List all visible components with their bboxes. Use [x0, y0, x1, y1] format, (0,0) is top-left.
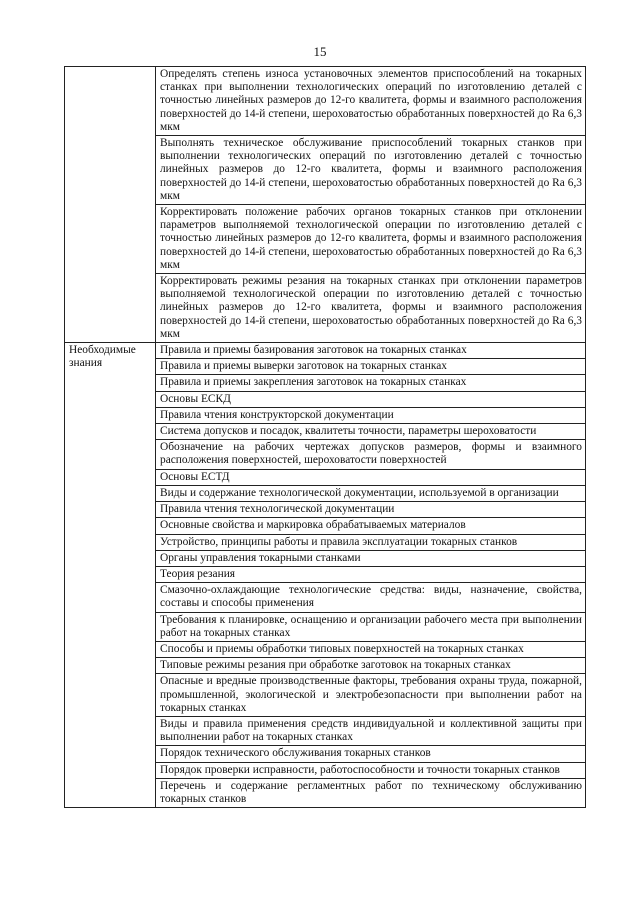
knowledge-item: Система допусков и посадок, квалитеты точности, параметры шероховатости: [156, 424, 586, 440]
knowledge-item: Перечень и содержание регламентных работ по техническому обслуживанию токарных станков: [156, 778, 586, 807]
knowledge-item: Порядок технического обслуживания токарных станков: [156, 746, 586, 762]
knowledge-item: Правила и приемы выверки заготовок на токарных станках: [156, 359, 586, 375]
knowledge-item: Основы ЕСТД: [156, 469, 586, 485]
knowledge-item: Опасные и вредные производственные факторы, требования охраны труда, пожарной, промышленной, экологической и электробезопасности при выполнении работ на токарных станках: [156, 674, 586, 717]
knowledge-item: Правила чтения технологической документации: [156, 502, 586, 518]
knowledge-item: Виды и содержание технологической документации, используемой в организации: [156, 485, 586, 501]
knowledge-item: Порядок проверки исправности, работоспособности и точности токарных станков: [156, 762, 586, 778]
knowledge-item: Правила и приемы закрепления заготовок на токарных станках: [156, 375, 586, 391]
knowledge-item: Типовые режимы резания при обработке заготовок на токарных станках: [156, 658, 586, 674]
skill-item: Определять степень износа установочных элементов приспособлений на токарных станках при выполнении технологических операций по изготовлению деталей с точностью линейных размеров до 12-го квалитета, формы и взаимного расположения поверхностей до 14-й степени, шероховатостью обработанных поверхностей до Ra 6,3 мкм: [156, 67, 586, 136]
table-row: [65, 67, 586, 136]
knowledge-item: Основные свойства и маркировка обрабатываемых материалов: [156, 518, 586, 534]
knowledge-item: Смазочно-охлаждающие технологические средства: виды, назначение, свойства, составы и способы применения: [156, 583, 586, 612]
skill-item: Корректировать режимы резания на токарных станках при отклонении параметров выполняемой технологической операции по изготовлению деталей с точностью линейных размеров до 12-го квалитета, формы и взаимного расположения поверхностей до 14-й степени, шероховатостью обработанных поверхностей до Ra 6,3 мкм: [156, 274, 586, 343]
knowledge-item: Виды и правила применения средств индивидуальной и коллективной защиты при выполнении работ на токарных станках: [156, 716, 586, 745]
knowledge-item: Требования к планировке, оснащению и организации рабочего места при выполнении работ на токарных станках: [156, 612, 586, 641]
knowledge-item: Основы ЕСКД: [156, 391, 586, 407]
page-number: 15: [313, 44, 327, 59]
knowledge-item: Теория резания: [156, 566, 586, 582]
knowledge-item: Устройство, принципы работы и правила эксплуатации токарных станков: [156, 534, 586, 550]
skills-label-cell: [65, 67, 156, 343]
knowledge-item: Способы и приемы обработки типовых поверхностей на токарных станках: [156, 641, 586, 657]
knowledge-item: Правила и приемы базирования заготовок на токарных станках: [156, 343, 586, 359]
skill-item: Корректировать положение рабочих органов токарных станков при отклонении параметров выполняемой технологической операции по изготовлению деталей с точностью линейных размеров до 12-го квалитета, формы и взаимного расположения поверхностей до 14-й степени, шероховатостью обработанных поверхностей до Ra 6,3 мкм: [156, 205, 586, 274]
knowledge-item: Правила чтения конструкторской документации: [156, 407, 586, 423]
knowledge-label: Необходимые знания: [69, 344, 136, 370]
skill-item: Выполнять техническое обслуживание приспособлений токарных станков при выполнении технологических операций по изготовлению деталей с точностью линейных размеров до 12-го квалитета, формы и взаимного расположения поверхностей до 14-й степени, шероховатостью обработанных поверхностей до Ra 6,3 мкм: [156, 136, 586, 205]
knowledge-label-cell: [65, 343, 156, 808]
knowledge-item: Органы управления токарными станками: [156, 550, 586, 566]
requirements-table: [64, 66, 586, 808]
knowledge-item: Обозначение на рабочих чертежах допусков размеров, формы и взаимного расположения поверхностей, шероховатости поверхностей: [156, 440, 586, 469]
table-row: [65, 343, 586, 359]
